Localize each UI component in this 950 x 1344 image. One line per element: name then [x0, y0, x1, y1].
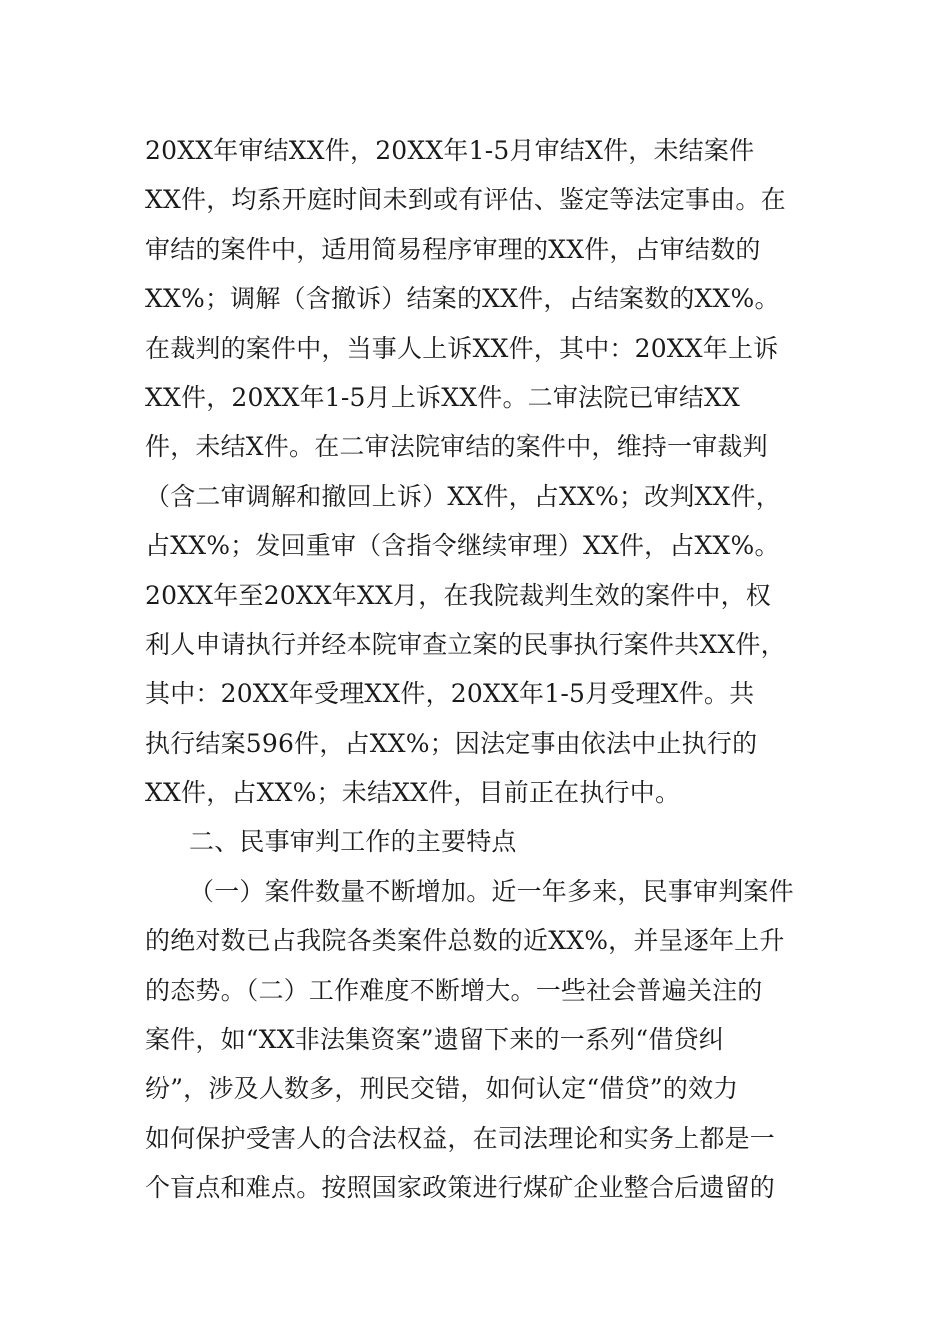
text-line: 个盲点和难点。按照国家政策进行煤矿企业整合后遗留的: [145, 1173, 776, 1203]
paragraph-start-line: 二、民事审判工作的主要特点: [189, 827, 517, 857]
text-line: 利人申请执行并经本院审查立案的民事执行案件共XX件，: [145, 629, 786, 659]
text-line: XX件，20XX年1-5月上诉XX件。二审法院已审结XX: [145, 382, 741, 412]
text-line: （含二审调解和撤回上诉）XX件，占XX%；改判XX件，: [145, 481, 781, 511]
text-line: 其中：20XX年受理XX件，20XX年1-5月受理X件。共: [145, 679, 755, 709]
text-line: XX件，均系开庭时间未到或有评估、鉴定等法定事由。在: [145, 185, 786, 215]
text-line: 纷”，涉及人数多，刑民交错，如何认定“借贷”的效力: [145, 1074, 739, 1104]
text-line: 案件，如“XX非法集资案”遗留下来的一系列“借贷纠: [145, 1025, 724, 1055]
text-line: 执行结案596件，占XX%；因法定事由依法中止执行的: [145, 728, 758, 758]
text-line: XX%；调解（含撤诉）结案的XX件，占结案数的XX%。: [145, 284, 780, 314]
document-body: [145, 126, 825, 1213]
paragraph-start-line: （一）案件数量不断增加。近一年多来，民事审判案件: [189, 876, 794, 906]
text-line: 占XX%；发回重审（含指令继续审理）XX件，占XX%。: [145, 531, 780, 561]
text-line: XX件，占XX%；未结XX件，目前正在执行中。: [145, 778, 681, 808]
text-line: 的绝对数已占我院各类案件总数的近XX%，并呈逐年上升: [145, 926, 785, 956]
text-line: 的态势。（二）工作难度不断增大。一些社会普遍关注的: [145, 975, 763, 1005]
text-line: 20XX年至20XX年XX月，在我院裁判生效的案件中，权: [145, 580, 772, 610]
text-line: 在裁判的案件中，当事人上诉XX件，其中：20XX年上诉: [145, 333, 779, 363]
text-line: 审结的案件中，适用简易程序审理的XX件，占审结数的: [145, 234, 761, 264]
text-line: 件，未结X件。在二审法院审结的案件中，维持一审裁判: [145, 432, 768, 462]
text-line: 如何保护受害人的合法权益，在司法理论和实务上都是一: [145, 1123, 776, 1153]
text-line: 20XX年审结XX件，20XX年1-5月审结X件，未结案件: [145, 136, 755, 165]
